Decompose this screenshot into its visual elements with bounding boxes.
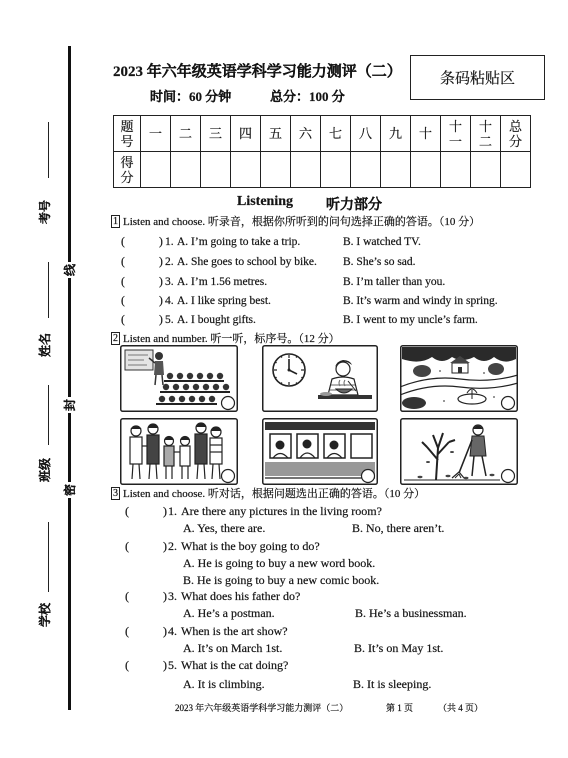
question <box>168 504 382 518</box>
option-a: A. It is climbing. <box>183 677 265 691</box>
bus-picture <box>262 418 378 485</box>
option-a: A. I’m going to take a trip. <box>177 236 301 248</box>
option-b: B. It’s warm and windy in spring. <box>343 295 498 307</box>
list-item <box>0 589 568 603</box>
options-row <box>0 641 568 655</box>
item-number: 4. <box>165 295 174 307</box>
footer-total-pages: （共 4 页） <box>438 703 484 713</box>
column-header: 十一 <box>441 116 471 152</box>
column-header: 八 <box>351 116 381 152</box>
question <box>168 624 288 638</box>
list-item <box>0 504 568 518</box>
option-a: A. It’s on March 1st. <box>183 641 283 655</box>
answer-blank-close: ) <box>159 295 163 307</box>
instruction-text: Listen and choose. 听对话，根据问题选出正确的答语。（10 分） <box>123 488 426 500</box>
question-text: What is the boy going to do? <box>181 539 320 553</box>
answer-blank-close: ) <box>159 276 163 288</box>
answer-blank-close: ) <box>163 589 167 603</box>
option-a: A. I’m 1.56 metres. <box>177 276 268 288</box>
line-mark: 线 <box>63 263 77 277</box>
column-header: 十二 <box>471 116 501 152</box>
answer-blank-open: ( <box>121 256 125 268</box>
class-blank <box>48 385 49 445</box>
secret-mark: 密 <box>63 483 77 497</box>
option-b: B. I watched TV. <box>343 236 421 248</box>
column-header: 十 <box>411 116 441 152</box>
score-cell <box>231 152 261 188</box>
section-number-box: 1 <box>113 216 118 227</box>
column-header: 四 <box>231 116 261 152</box>
score-cell <box>261 152 291 188</box>
option-b: B. He is going to buy a new comic book. <box>183 573 380 587</box>
item-number: 1. <box>165 236 174 248</box>
score-cell <box>171 152 201 188</box>
score-cell <box>141 152 171 188</box>
classroom-picture <box>120 345 238 412</box>
seal-mark: 封 <box>63 398 77 412</box>
answer-blank-close: ) <box>163 624 167 638</box>
clock-and-meal-picture <box>262 345 378 412</box>
exam-time: 时间：60 分钟 <box>150 89 232 104</box>
answer-blank-close: ) <box>159 256 163 268</box>
question <box>168 539 320 553</box>
option-a: A. He is going to buy a new word book. <box>183 556 376 570</box>
score-table <box>113 115 531 188</box>
options-row <box>0 521 568 535</box>
column-header: 七 <box>321 116 351 152</box>
options-row <box>0 677 568 691</box>
question <box>168 658 288 672</box>
score-cell <box>501 152 531 188</box>
answer-blank-open: ( <box>125 589 129 603</box>
answer-blank-open: ( <box>121 295 125 307</box>
sweeping-leaves-picture <box>400 418 518 485</box>
number-circle <box>222 470 235 483</box>
option-b: B. He’s a businessman. <box>355 606 467 620</box>
column-header: 一 <box>141 116 171 152</box>
option-b: B. It’s on May 1st. <box>354 641 444 655</box>
option-b: B. It is sleeping. <box>353 677 432 691</box>
question-text: What is the cat doing? <box>181 658 289 672</box>
item-number: 5. <box>168 658 177 672</box>
answer-blank-close: ) <box>163 504 167 518</box>
item-number: 2. <box>165 256 174 268</box>
score-cell <box>471 152 501 188</box>
number-circle <box>362 470 375 483</box>
score-cell <box>351 152 381 188</box>
option-a: A. She goes to school by bike. <box>177 256 317 268</box>
column-header: 二 <box>171 116 201 152</box>
school-label: 学校 <box>38 602 52 628</box>
question-text: When is the art show? <box>181 624 288 638</box>
instruction-text: Listen and choose. 听录音，根据你所听到的问句选择正确的答语。（10 分） <box>123 216 481 228</box>
barcode-area <box>410 55 545 100</box>
option-a: A. I bought gifts. <box>177 314 256 326</box>
exam-number-label: 考号 <box>38 199 52 225</box>
answer-blank-open: ( <box>125 658 129 672</box>
question-number-label: 题号 <box>114 116 141 152</box>
exam-number-blank <box>48 122 49 178</box>
list-item <box>0 313 568 327</box>
options-row <box>0 556 568 570</box>
item-number: 4. <box>168 624 177 638</box>
number-circle <box>502 397 515 410</box>
item-number: 3. <box>168 589 177 603</box>
name-label: 姓名 <box>38 332 52 358</box>
column-header: 五 <box>261 116 291 152</box>
score-cell <box>291 152 321 188</box>
column-header: 九 <box>381 116 411 152</box>
footer-page-number: 第 1 页 <box>386 703 414 713</box>
option-b: B. I went to my uncle’s farm. <box>343 314 478 326</box>
list-item <box>0 294 568 308</box>
option-a: A. I like spring best. <box>177 295 271 307</box>
option-b: B. She’s so sad. <box>343 256 416 268</box>
name-blank <box>48 262 49 318</box>
people-group-picture <box>120 418 238 485</box>
answer-blank-close: ) <box>159 314 163 326</box>
score-row <box>114 152 531 188</box>
section-number-box: 2 <box>113 333 118 344</box>
exam-title: 2023 年六年级英语学科学习能力测评（二） <box>113 64 402 80</box>
barcode-area-label: 条码粘贴区 <box>439 71 515 87</box>
section-1-instruction <box>111 215 480 229</box>
list-item <box>0 235 568 249</box>
answer-blank-open: ( <box>125 624 129 638</box>
list-item <box>0 658 568 672</box>
option-a: A. Yes, there are. <box>183 521 266 535</box>
score-cell <box>381 152 411 188</box>
list-item <box>0 539 568 553</box>
answer-blank-open: ( <box>125 504 129 518</box>
listening-title-cn: 听力部分 <box>326 198 382 213</box>
number-circle <box>222 397 235 410</box>
answer-blank-open: ( <box>121 276 125 288</box>
class-label: 班级 <box>38 457 52 483</box>
score-label: 得分 <box>114 152 141 188</box>
number-circle <box>502 470 515 483</box>
footer-title: 2023 年六年级英语学科学习能力测评（二） <box>175 703 349 713</box>
option-b: B. I’m taller than you. <box>343 276 446 288</box>
score-cell <box>321 152 351 188</box>
listening-title-en: Listening <box>237 194 294 209</box>
score-cell <box>201 152 231 188</box>
score-cell <box>411 152 441 188</box>
item-number: 5. <box>165 314 174 326</box>
answer-blank-close: ) <box>159 236 163 248</box>
instruction-text: Listen and number. 听一听，标序号。（12 分） <box>123 333 340 345</box>
answer-blank-close: ) <box>163 539 167 553</box>
answer-blank-open: ( <box>121 314 125 326</box>
exam-total-score: 总分：100 分 <box>270 89 345 104</box>
item-number: 1. <box>168 504 177 518</box>
item-number: 2. <box>168 539 177 553</box>
option-a: A. He’s a postman. <box>183 606 275 620</box>
item-number: 3. <box>165 276 174 288</box>
answer-blank-close: ) <box>163 658 167 672</box>
list-item <box>0 624 568 638</box>
options-row <box>0 573 568 587</box>
option-b: B. No, there aren’t. <box>352 521 445 535</box>
score-cell <box>441 152 471 188</box>
answer-blank-open: ( <box>121 236 125 248</box>
section-2-instruction <box>111 332 340 346</box>
question-text: Are there any pictures in the living room? <box>181 504 382 518</box>
options-row <box>0 606 568 620</box>
column-header: 总分 <box>501 116 531 152</box>
question-text: What does his father do? <box>181 589 301 603</box>
column-header: 三 <box>201 116 231 152</box>
question-number-row <box>114 116 531 152</box>
question <box>168 589 300 603</box>
list-item <box>0 255 568 269</box>
column-header: 六 <box>291 116 321 152</box>
list-item <box>0 275 568 289</box>
answer-blank-open: ( <box>125 539 129 553</box>
section-3-instruction <box>111 487 425 501</box>
section-number-box: 3 <box>113 488 118 499</box>
park-picture <box>400 345 518 412</box>
